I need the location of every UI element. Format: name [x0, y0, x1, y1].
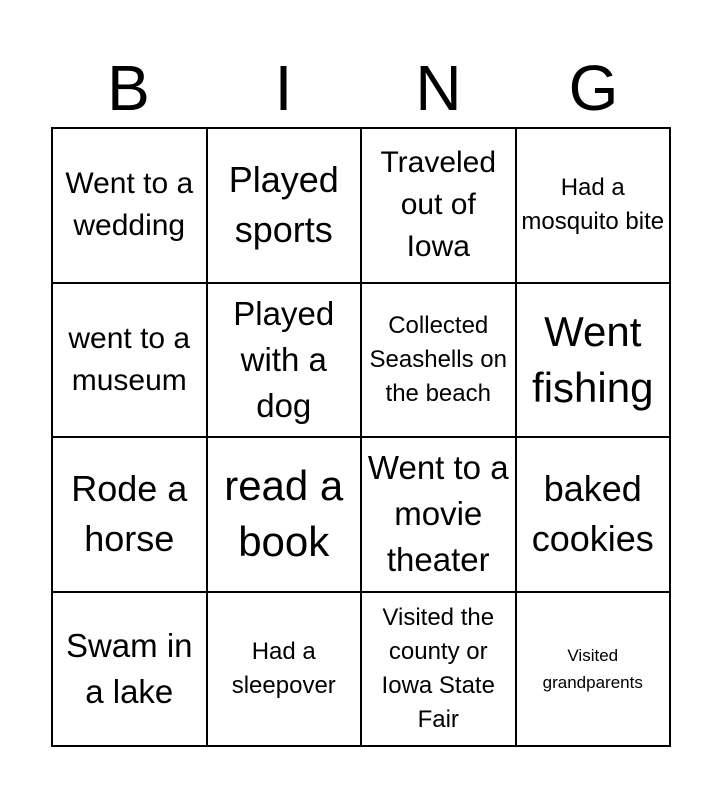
- header-letter-b: B: [107, 52, 150, 124]
- bingo-cell[interactable]: read a book: [207, 437, 362, 592]
- bingo-cell[interactable]: Visited the county or Iowa State Fair: [361, 592, 516, 747]
- bingo-cell[interactable]: Went to a wedding: [52, 128, 207, 283]
- bingo-cell[interactable]: went to a museum: [52, 283, 207, 438]
- bingo-cell[interactable]: Had a mosquito bite: [516, 128, 671, 283]
- bingo-cell[interactable]: Had a sleepover: [207, 592, 362, 747]
- header-letter-n: N: [415, 52, 462, 124]
- bingo-cell[interactable]: Collected Seashells on the beach: [361, 283, 516, 438]
- bingo-cell[interactable]: Swam in a lake: [52, 592, 207, 747]
- header-letter-g: G: [568, 52, 619, 124]
- bingo-cell[interactable]: Went fishing: [516, 283, 671, 438]
- bingo-cell[interactable]: Traveled out of Iowa: [361, 128, 516, 283]
- bingo-header: [51, 50, 671, 126]
- bingo-cell[interactable]: Visited grandparents: [516, 592, 671, 747]
- bingo-cell[interactable]: Played sports: [207, 128, 362, 283]
- bingo-cell[interactable]: Rode a horse: [52, 437, 207, 592]
- bingo-cell[interactable]: Played with a dog: [207, 283, 362, 438]
- header-letter-i: I: [274, 52, 293, 124]
- bingo-cell[interactable]: Went to a movie theater: [361, 437, 516, 592]
- bingo-cell[interactable]: baked cookies: [516, 437, 671, 592]
- bingo-board: [51, 127, 671, 747]
